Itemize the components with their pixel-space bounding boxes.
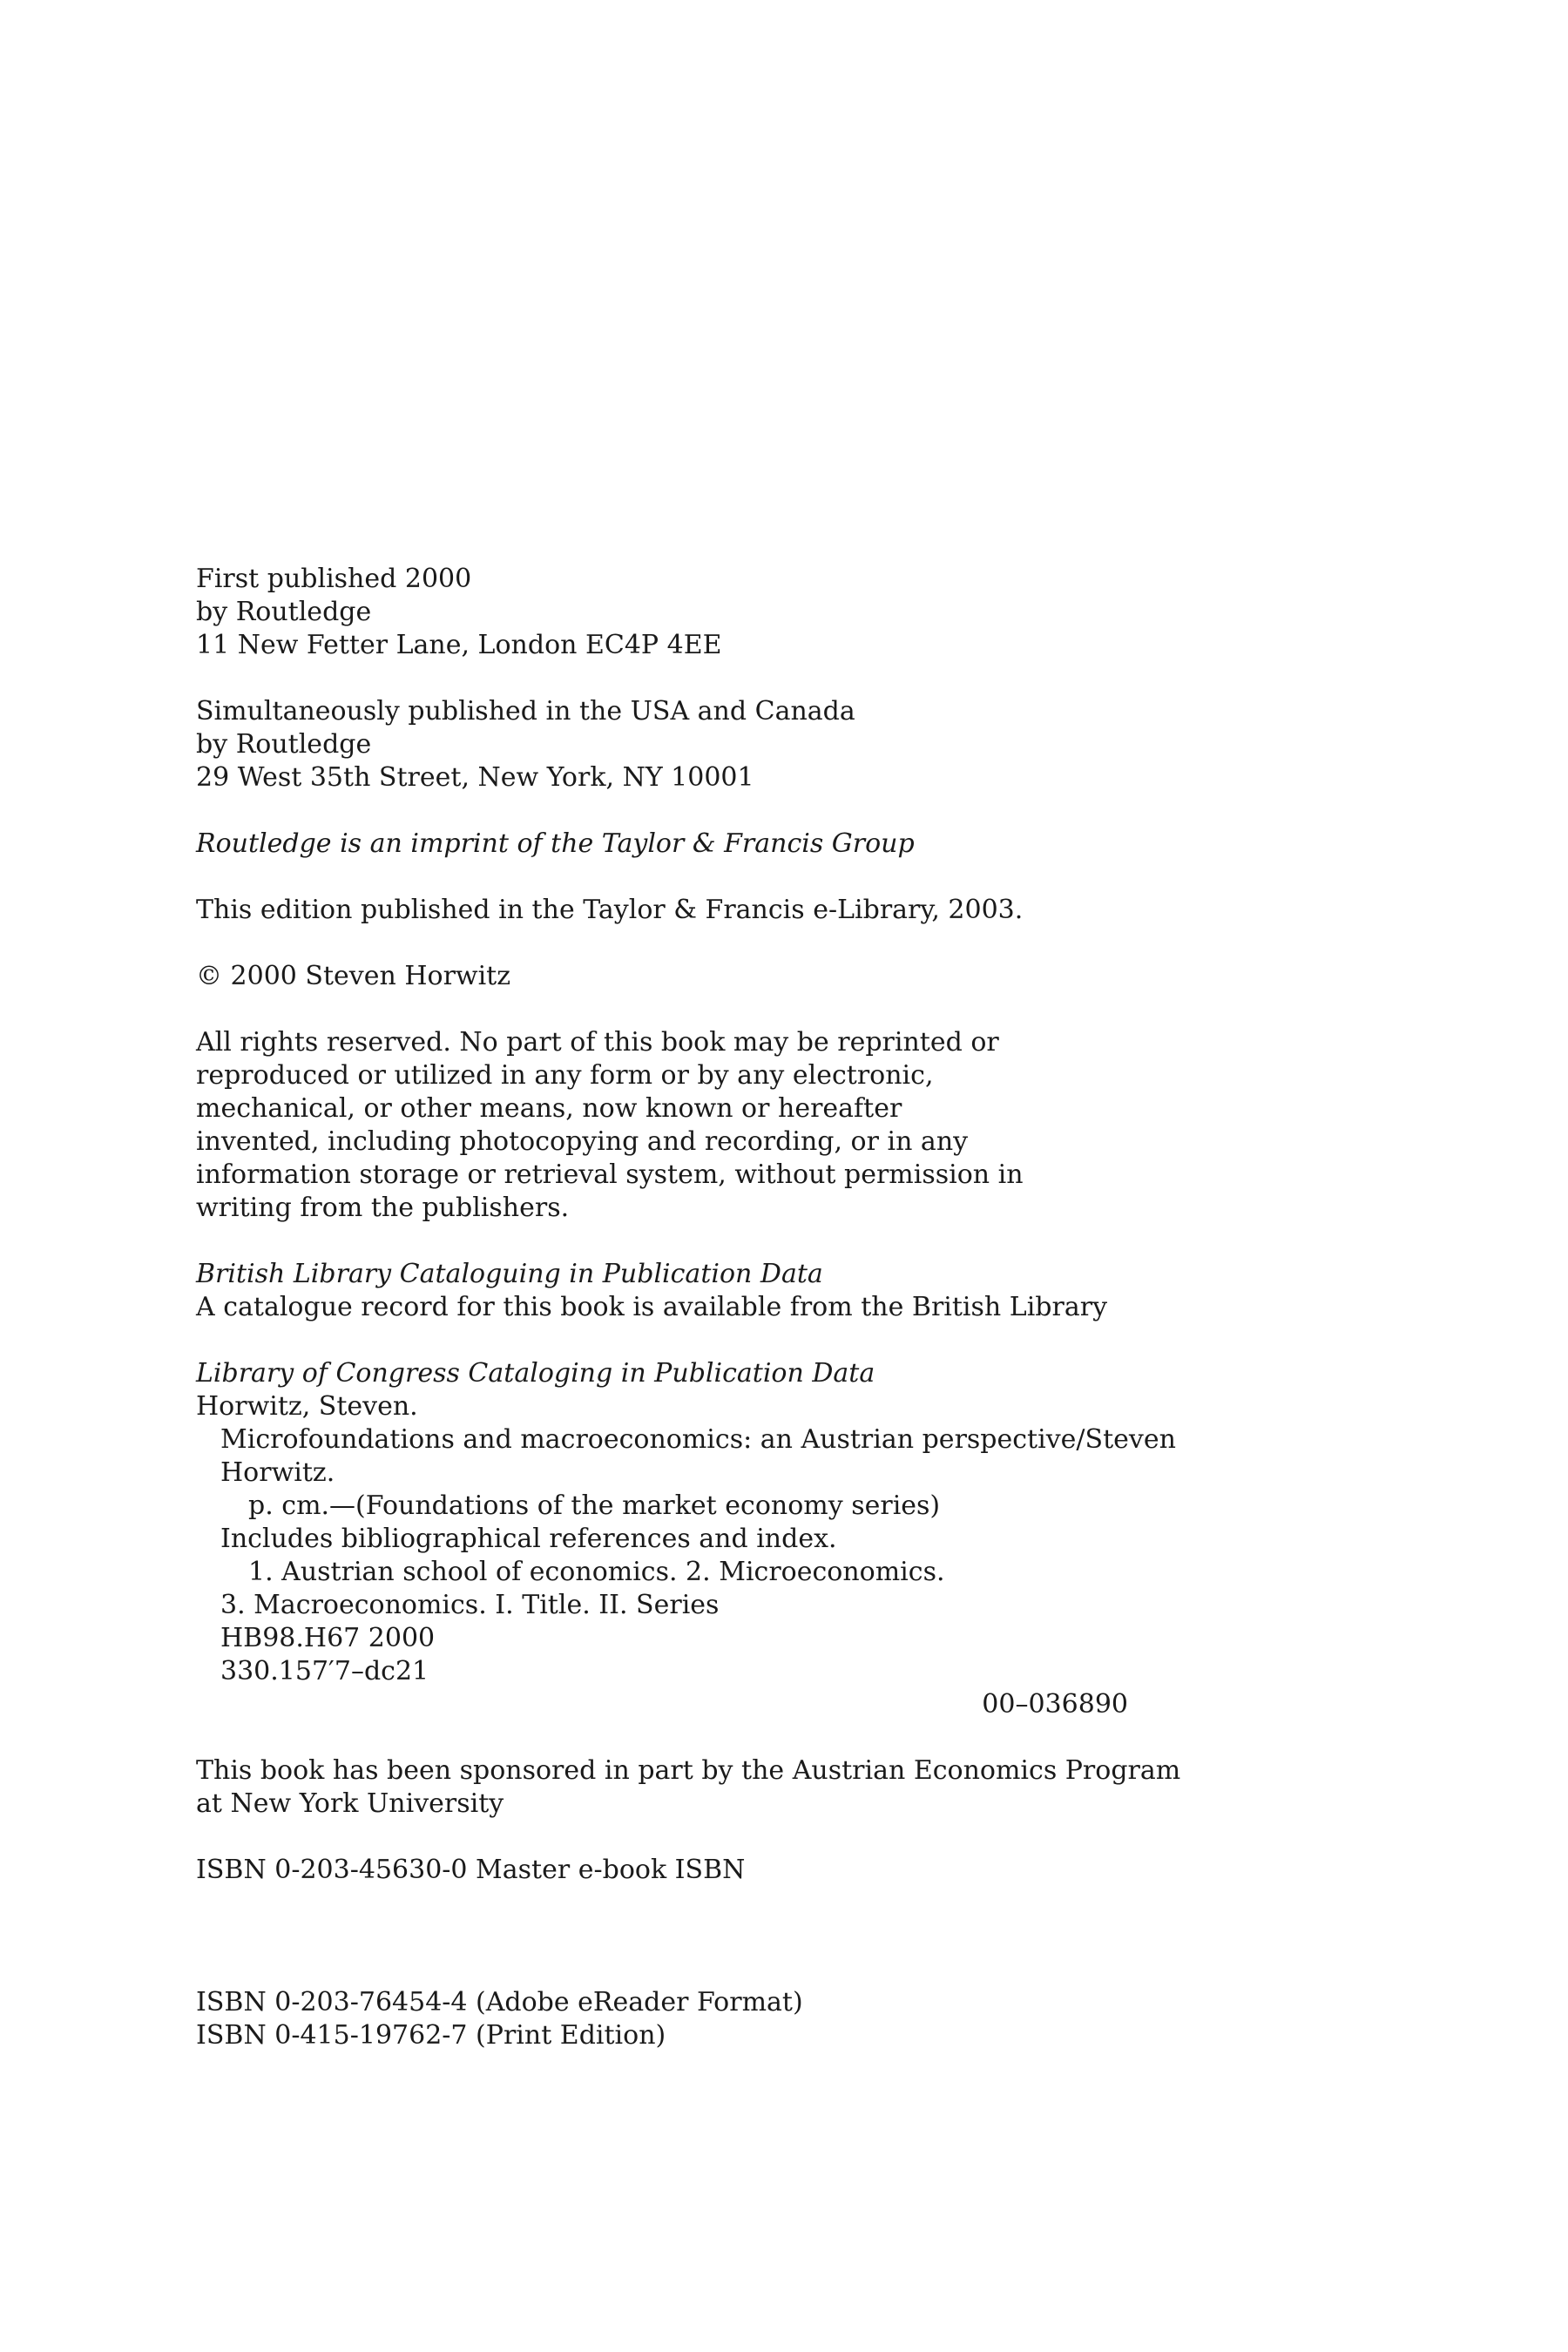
publication-line: 11 New Fetter Lane, London EC4P 4EE <box>196 630 722 660</box>
isbn-adobe: ISBN 0-203-76454-4 (Adobe eReader Format) <box>196 1987 803 2017</box>
sponsorship-line: at New York University <box>196 1788 504 1819</box>
loc-subjects: 1. Austrian school of economics. 2. Microeconomics. <box>248 1557 945 1587</box>
loc-includes: Includes bibliographical references and index. <box>220 1524 837 1554</box>
loc-author: Horwitz, Steven. <box>196 1391 418 1422</box>
publication-block <box>196 563 1128 662</box>
isbn-master: ISBN 0-203-45630-0 Master e-book ISBN <box>196 1855 746 1885</box>
us-publication-line: by Routledge <box>196 729 372 760</box>
british-library-heading: British Library Cataloguing in Publication Data <box>196 1259 823 1289</box>
loc-title: Microfoundations and macroeconomics: an Austrian perspective/Steven <box>220 1424 1176 1455</box>
loc-dewey: 330.157′7–dc21 <box>220 1656 429 1686</box>
rights-line: information storage or retrieval system, without permission in <box>196 1159 1024 1190</box>
us-publication-line: Simultaneously published in the USA and Canada <box>196 696 855 727</box>
us-publication-line: 29 West 35th Street, New York, NY 10001 <box>196 762 754 793</box>
british-library-block <box>196 1258 1128 1324</box>
us-publication-block <box>196 695 1128 794</box>
library-of-congress-block <box>196 1357 1176 1721</box>
copyright-content <box>196 563 1181 2052</box>
sponsorship-block <box>196 1754 1181 1821</box>
rights-line: reproduced or utilized in any form or by any electronic, <box>196 1060 934 1091</box>
publication-line: First published 2000 <box>196 564 472 594</box>
rights-block <box>196 1026 1128 1225</box>
loc-title-continued: Horwitz. <box>220 1457 335 1488</box>
rights-line: invented, including photocopying and recording, or in any <box>196 1126 969 1157</box>
edition-note: This edition published in the Taylor & Francis e-Library, 2003. <box>196 895 1024 925</box>
loc-classification: HB98.H67 2000 <box>220 1623 436 1653</box>
imprint-note: Routledge is an imprint of the Taylor & Francis Group <box>196 828 915 859</box>
loc-heading: Library of Congress Cataloging in Publication Data <box>196 1358 875 1389</box>
rights-line: All rights reserved. No part of this book may be reprinted or <box>196 1027 999 1058</box>
isbn-print: ISBN 0-415-19762-7 (Print Edition) <box>196 2020 666 2051</box>
copyright-notice: © 2000 Steven Horwitz <box>196 961 511 991</box>
rights-line: mechanical, or other means, now known or hereafter <box>196 1093 902 1124</box>
sponsorship-line: This book has been sponsored in part by the Austrian Economics Program <box>196 1755 1181 1786</box>
publication-line: by Routledge <box>196 597 372 627</box>
british-library-text: A catalogue record for this book is available from the British Library <box>196 1292 1108 1322</box>
loc-series: p. cm.—(Foundations of the market economy series) <box>248 1490 941 1521</box>
rights-line: writing from the publishers. <box>196 1193 570 1223</box>
loc-subjects-continued: 3. Macroeconomics. I. Title. II. Series <box>220 1590 720 1620</box>
loc-control-number: 00–036890 <box>982 1689 1128 1720</box>
